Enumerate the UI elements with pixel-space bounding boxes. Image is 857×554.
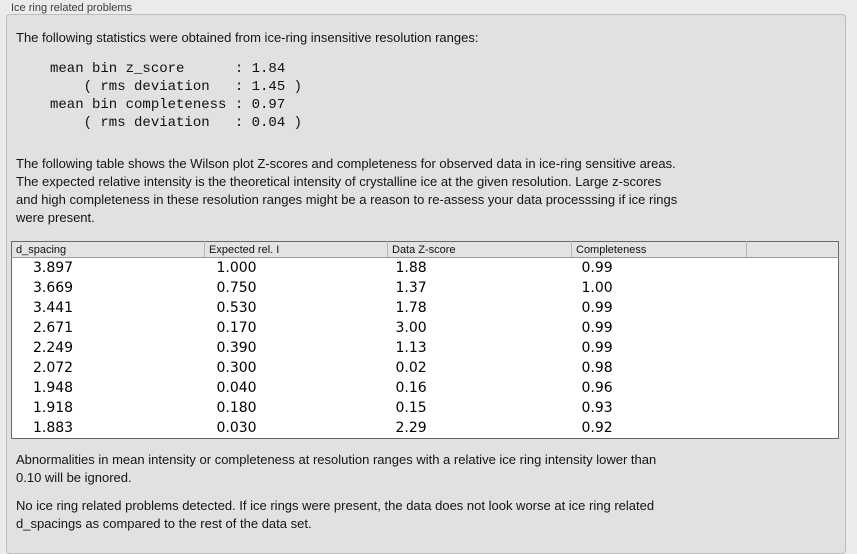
statistics-block xyxy=(50,60,302,132)
table-cell: 0.93 xyxy=(581,400,613,416)
column-header-completeness[interactable]: Completeness xyxy=(572,242,747,258)
table-cell: 1.883 xyxy=(33,420,74,436)
table-description-paragraph xyxy=(16,155,677,227)
table-cell: 1.00 xyxy=(581,280,613,296)
table-row[interactable] xyxy=(12,358,839,378)
table-cell: 0.96 xyxy=(581,380,613,396)
table-cell: 0.92 xyxy=(581,420,613,436)
table-row[interactable] xyxy=(12,378,839,398)
table-body xyxy=(12,258,839,439)
table-cell: 0.99 xyxy=(581,260,613,276)
stat-line-z-rms-deviation: ( rms deviation : 1.45 ) xyxy=(50,79,303,95)
table-header-row xyxy=(12,242,839,258)
description-line: The expected relative intensity is the theoretical intensity of crystalline ice at the given resolution. Large z-scores xyxy=(16,174,662,189)
column-header-empty[interactable] xyxy=(747,242,839,258)
ice-ring-table xyxy=(11,241,839,439)
description-line: The following table shows the Wilson plot Z-scores and completeness for observed data in ice-ring sensitive areas. xyxy=(16,156,676,171)
table-cell: 0.530 xyxy=(216,300,257,316)
description-line: were present. xyxy=(16,210,95,225)
table-cell: 2.249 xyxy=(33,340,74,356)
table-cell: 1.918 xyxy=(33,400,74,416)
conclusion-line: d_spacings as compared to the rest of the data set. xyxy=(16,516,312,531)
table-cell: 2.072 xyxy=(33,360,74,376)
description-line: and high completeness in these resolution ranges might be a reason to re-assess your data processsing if ice rings xyxy=(16,192,678,207)
stat-line-mean-z-score: mean bin z_score : 1.84 xyxy=(50,61,286,77)
table-cell: 1.948 xyxy=(33,380,74,396)
table-cell: 0.030 xyxy=(216,420,257,436)
table-cell: 0.99 xyxy=(581,320,613,336)
table-cell: 3.441 xyxy=(33,300,74,316)
table-row[interactable] xyxy=(12,338,839,358)
table-row[interactable] xyxy=(12,418,839,439)
ignore-note-line: 0.10 will be ignored. xyxy=(16,470,132,485)
table-cell: 0.98 xyxy=(581,360,613,376)
table-cell: 0.02 xyxy=(395,360,427,376)
table-cell: 3.897 xyxy=(33,260,74,276)
table-cell: 2.671 xyxy=(33,320,74,336)
table-cell: 3.669 xyxy=(33,280,74,296)
column-header-d-spacing[interactable]: d_spacing xyxy=(12,242,205,258)
table-cell: 0.99 xyxy=(581,340,613,356)
table-cell: 1.88 xyxy=(395,260,427,276)
table-cell: 3.00 xyxy=(395,320,427,336)
table-cell: 0.180 xyxy=(216,400,257,416)
table-row[interactable] xyxy=(12,278,839,298)
table-cell: 0.15 xyxy=(395,400,427,416)
column-header-data-z-score[interactable]: Data Z-score xyxy=(388,242,572,258)
table-cell: 0.750 xyxy=(216,280,257,296)
intro-text: The following statistics were obtained from ice-ring insensitive resolution ranges: xyxy=(16,30,479,45)
table-cell: 2.29 xyxy=(395,420,427,436)
ice-ring-panel xyxy=(6,14,846,554)
table-cell: 1.000 xyxy=(216,260,257,276)
table-row[interactable] xyxy=(12,318,839,338)
table-cell: 0.16 xyxy=(395,380,427,396)
table-row[interactable] xyxy=(12,258,839,279)
table-cell: 0.99 xyxy=(581,300,613,316)
column-header-expected-rel-i[interactable]: Expected rel. I xyxy=(205,242,388,258)
table-cell: 1.37 xyxy=(395,280,427,296)
table-row[interactable] xyxy=(12,298,839,318)
intro-paragraph xyxy=(16,29,478,47)
table-cell: 0.300 xyxy=(216,360,257,376)
stat-line-comp-rms-deviation: ( rms deviation : 0.04 ) xyxy=(50,115,303,131)
conclusion-line: No ice ring related problems detected. If ice rings were present, the data does not look worse at ice ring related xyxy=(16,498,655,513)
group-box-label: Ice ring related problems xyxy=(11,2,133,14)
ignore-note-line: Abnormalities in mean intensity or completeness at resolution ranges with a relative ice ring intensity lower than xyxy=(16,452,657,467)
table-row[interactable] xyxy=(12,398,839,418)
table-cell: 0.040 xyxy=(216,380,257,396)
table-cell: 0.170 xyxy=(216,320,257,336)
table-cell: 1.13 xyxy=(395,340,427,356)
ignore-note-paragraph xyxy=(16,451,656,487)
conclusion-paragraph xyxy=(16,497,654,533)
table-cell: 1.78 xyxy=(395,300,427,316)
stat-line-mean-completeness: mean bin completeness : 0.97 xyxy=(50,97,286,113)
table-cell: 0.390 xyxy=(216,340,257,356)
